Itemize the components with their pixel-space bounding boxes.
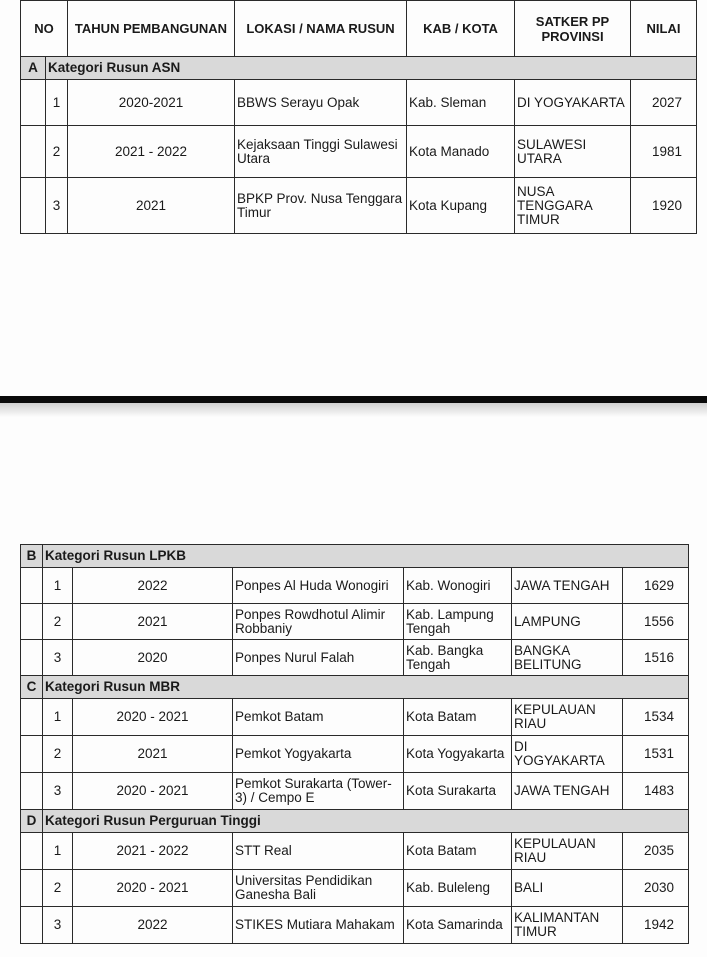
row-tahun: 2020 - 2021	[73, 699, 233, 736]
row-no: 3	[43, 773, 73, 810]
row-nilai: 1516	[623, 640, 689, 676]
row-kab-kota: Kab. Wonogiri	[404, 568, 512, 604]
row-kab-kota: Kab. Bangka Tengah	[404, 640, 512, 676]
row-kab-kota: Kota Surakarta	[404, 773, 512, 810]
row-lokasi: Kejaksaan Tinggi Sulawesi Utara	[235, 126, 407, 178]
row-tahun: 2020 - 2021	[73, 870, 233, 907]
row-tahun: 2021 - 2022	[73, 833, 233, 870]
header-lokasi: LOKASI / NAMA RUSUN	[235, 1, 407, 57]
table-row	[21, 126, 697, 178]
indent-cell	[21, 604, 43, 640]
indent-cell	[21, 870, 43, 907]
row-satker: KEPULAUAN RIAU	[512, 833, 623, 870]
row-tahun: 2021	[73, 604, 233, 640]
row-nilai: 1534	[623, 699, 689, 736]
row-tahun: 2021	[68, 178, 235, 234]
table-row	[21, 736, 689, 773]
indent-cell	[21, 126, 46, 178]
row-no: 3	[46, 178, 68, 234]
row-no: 2	[43, 736, 73, 773]
category-row-c	[21, 676, 689, 699]
row-lokasi: Ponpes Rowdhotul Alimir Robbaniy	[233, 604, 404, 640]
row-lokasi: Pemkot Yogyakarta	[233, 736, 404, 773]
row-satker: JAWA TENGAH	[512, 568, 623, 604]
category-title: Kategori Rusun LPKB	[43, 545, 689, 568]
header-no: NO	[21, 1, 68, 57]
table-row	[21, 699, 689, 736]
row-nilai: 1981	[631, 126, 697, 178]
indent-cell	[21, 773, 43, 810]
row-tahun: 2020-2021	[68, 80, 235, 126]
indent-cell	[21, 80, 46, 126]
row-lokasi: Pemkot Batam	[233, 699, 404, 736]
table-row	[21, 640, 689, 676]
page-shadow	[0, 403, 707, 417]
row-satker: KALIMANTAN TIMUR	[512, 907, 623, 944]
row-nilai: 1556	[623, 604, 689, 640]
table-row	[21, 773, 689, 810]
category-row-d	[21, 810, 689, 833]
row-tahun: 2020 - 2021	[73, 773, 233, 810]
page-divider	[0, 396, 707, 403]
row-kab-kota: Kota Batam	[404, 699, 512, 736]
row-satker: DI YOGYAKARTA	[515, 80, 631, 126]
row-satker: BALI	[512, 870, 623, 907]
table-header-row	[21, 1, 697, 57]
indent-cell	[21, 907, 43, 944]
row-lokasi: STT Real	[233, 833, 404, 870]
row-lokasi: Ponpes Al Huda Wonogiri	[233, 568, 404, 604]
category-letter: B	[21, 545, 43, 568]
table-row	[21, 568, 689, 604]
row-no: 1	[43, 833, 73, 870]
row-no: 1	[43, 699, 73, 736]
row-kab-kota: Kota Batam	[404, 833, 512, 870]
row-satker: BANGKA BELITUNG	[512, 640, 623, 676]
category-title: Kategori Rusun ASN	[46, 57, 697, 80]
row-nilai: 1629	[623, 568, 689, 604]
row-satker: KEPULAUAN RIAU	[512, 699, 623, 736]
row-nilai: 1942	[623, 907, 689, 944]
row-satker: LAMPUNG	[512, 604, 623, 640]
row-no: 2	[46, 126, 68, 178]
category-title: Kategori Rusun Perguruan Tinggi	[43, 810, 689, 833]
indent-cell	[21, 699, 43, 736]
header-satker: SATKER PP PROVINSI	[515, 1, 631, 57]
indent-cell	[21, 833, 43, 870]
row-tahun: 2020	[73, 640, 233, 676]
row-nilai: 1483	[623, 773, 689, 810]
row-tahun: 2022	[73, 907, 233, 944]
row-nilai: 1920	[631, 178, 697, 234]
row-kab-kota: Kota Samarinda	[404, 907, 512, 944]
table-row	[21, 833, 689, 870]
row-nilai: 1531	[623, 736, 689, 773]
row-satker: NUSA TENGGARA TIMUR	[515, 178, 631, 234]
row-no: 3	[43, 907, 73, 944]
row-no: 2	[43, 870, 73, 907]
row-satker: DI YOGYAKARTA	[512, 736, 623, 773]
row-nilai: 2035	[623, 833, 689, 870]
row-nilai: 2027	[631, 80, 697, 126]
row-satker: SULAWESI UTARA	[515, 126, 631, 178]
row-lokasi: Ponpes Nurul Falah	[233, 640, 404, 676]
row-kab-kota: Kota Yogyakarta	[404, 736, 512, 773]
category-row-a	[21, 57, 697, 80]
row-lokasi: BBWS Serayu Opak	[235, 80, 407, 126]
category-letter: C	[21, 676, 43, 699]
row-lokasi: Pemkot Surakarta (Tower-3) / Cempo E	[233, 773, 404, 810]
category-title: Kategori Rusun MBR	[43, 676, 689, 699]
category-letter: A	[21, 57, 46, 80]
table-row	[21, 80, 697, 126]
indent-cell	[21, 736, 43, 773]
row-nilai: 2030	[623, 870, 689, 907]
row-kab-kota: Kota Manado	[407, 126, 515, 178]
row-no: 2	[43, 604, 73, 640]
row-no: 1	[43, 568, 73, 604]
table-row	[21, 870, 689, 907]
rusun-table-page-1	[20, 0, 697, 234]
row-kab-kota: Kab. Lampung Tengah	[404, 604, 512, 640]
rusun-table-page-2	[20, 544, 689, 944]
table-row	[21, 178, 697, 234]
row-lokasi: BPKP Prov. Nusa Tenggara Timur	[235, 178, 407, 234]
table-row	[21, 907, 689, 944]
row-no: 1	[46, 80, 68, 126]
row-tahun: 2021	[73, 736, 233, 773]
header-tahun: TAHUN PEMBANGUNAN	[68, 1, 235, 57]
row-kab-kota: Kab. Sleman	[407, 80, 515, 126]
row-kab-kota: Kab. Buleleng	[404, 870, 512, 907]
row-lokasi: STIKES Mutiara Mahakam	[233, 907, 404, 944]
header-kab-kota: KAB / KOTA	[407, 1, 515, 57]
category-letter: D	[21, 810, 43, 833]
row-tahun: 2022	[73, 568, 233, 604]
indent-cell	[21, 568, 43, 604]
row-satker: JAWA TENGAH	[512, 773, 623, 810]
row-tahun: 2021 - 2022	[68, 126, 235, 178]
indent-cell	[21, 640, 43, 676]
table-row	[21, 604, 689, 640]
row-lokasi: Universitas Pendidikan Ganesha Bali	[233, 870, 404, 907]
header-nilai: NILAI	[631, 1, 697, 57]
row-no: 3	[43, 640, 73, 676]
row-kab-kota: Kota Kupang	[407, 178, 515, 234]
indent-cell	[21, 178, 46, 234]
category-row-b	[21, 545, 689, 568]
